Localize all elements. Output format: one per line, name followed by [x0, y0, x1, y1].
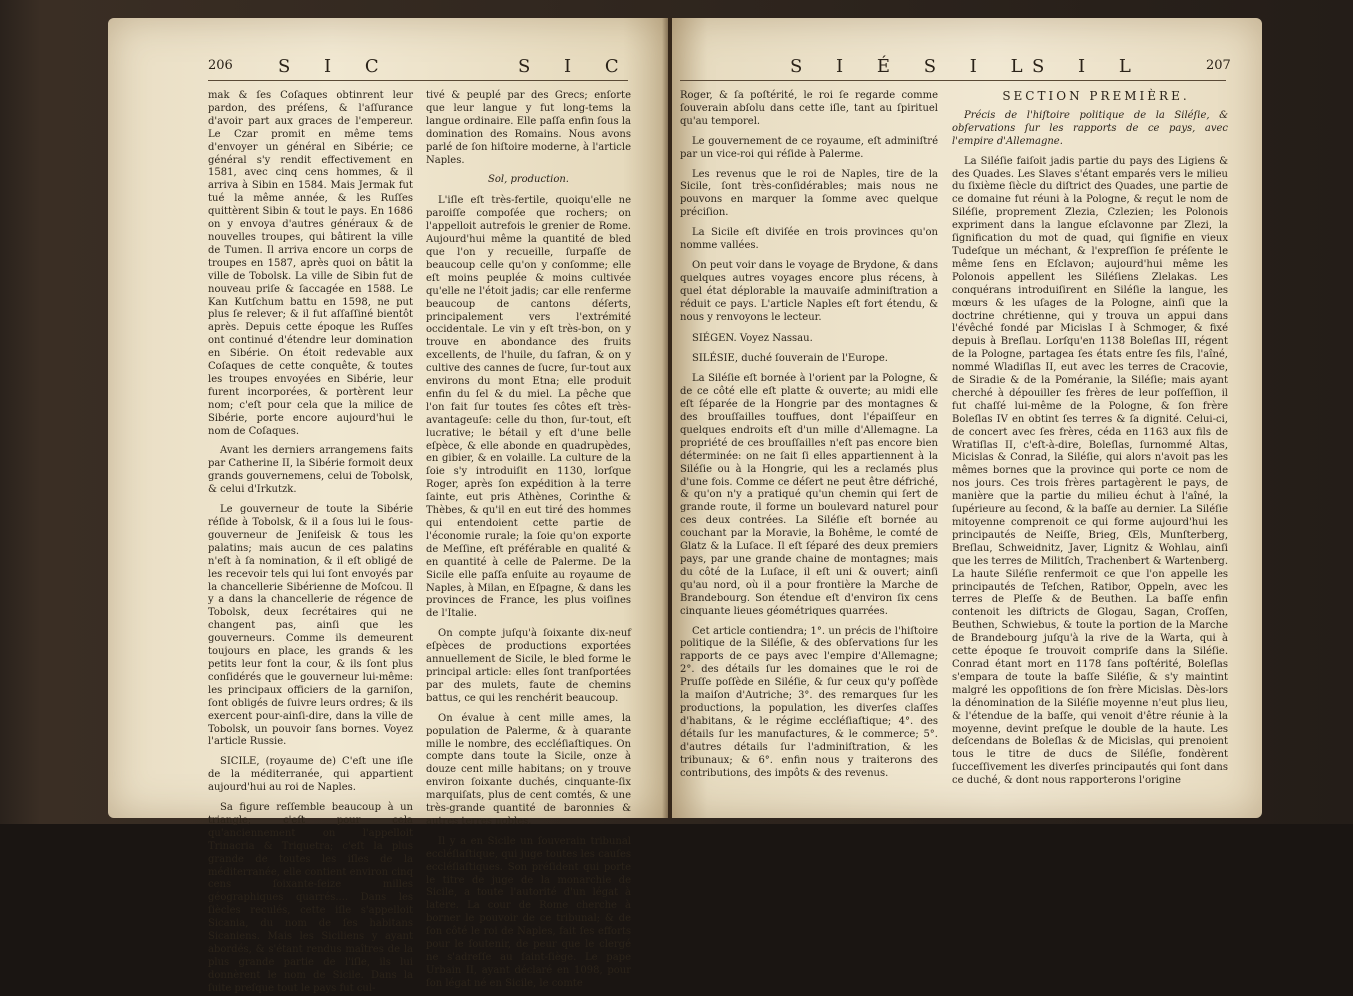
left-header-left: S I C	[278, 56, 393, 77]
header-rule	[680, 80, 1226, 81]
paragraph: On compte juſqu'à ſoixante dix-neuf eſpèces de productions exportées annuellement de Sicile, le bled forme le principal article: elles ſont tranſportées par des mulets, faute de chemins battus, ce qui les renchérit beaucoup.	[426, 628, 631, 704]
left-column-1	[208, 90, 413, 994]
paragraph: Roger, & ſa poſtérité, le roi ſe regarde comme ſouverain abſolu dans cette iſle, tant au ſpirituel qu'au temporel.	[680, 90, 938, 127]
paragraph: L'iſle eſt très-fertile, quoiqu'elle ne paroiſſe compoſée que rochers; on l'appelloit autrefois le grenier de Rome. Aujourd'hui même la quantité de bled que l'on y recueille, ſurpaſſe de beaucoup celle qu'on y conſomme; elle eſt moins peuplée & moins cultivée qu'elle ne l'étoit jadis; car elle renferme beaucoup de cantons déſerts, principalement vers l'extrémité occidentale. Le vin y eſt très-bon, on y trouve en abondance des fruits excellents, de l'huile, du ſafran, & on y cultive des cannes de ſucre, ſur-tout aux environs du mont Etna; elle produit enfin du ſel & du miel. La pêche que l'on fait ſur toutes ſes côtes eſt très-avantageuſe: celle du thon, ſur-tout, eſt lucrative; le bétail y eſt d'une belle eſpèce, & elle abonde en quadrupèdes, en gibier, & en volaille. La culture de la ſoie s'y introduiſit en 1130, lorſque Roger, après ſon expédition à la terre ſainte, eut pris Athènes, Corinthe & Thèbes, & qu'il en eut tiré des hommes qui entendoient cette partie de l'économie rurale; la ſoie qu'on exporte de Meſſine, eſt préférable en qualité & en quantité à celle de Palerme. De la Sicile elle paſſa enſuite au royaume de Naples, à Milan, en Eſpagne, & dans les provinces de France, les plus voiſines de l'Italie.	[426, 195, 631, 620]
header-rule	[208, 80, 628, 81]
paragraph: mak & ſes Coſaques obtinrent leur pardon, des préſens, & l'aſſurance d'avoir part aux graces de l'empereur. Le Czar promit en même tems d'envoyer un général en Sibérie; ce général s'y rendit effectivement en 1581, avec cinq cens hommes, & il arriva à Sibin en 1584. Mais Jermak fut tué la même année, & les Ruſſes quittèrent Sibin & tout le pays. En 1686 on y envoya d'autres généraux & de nouvelles troupes, qui bâtirent la ville de Tumen. Il arriva encore un corps de troupes en 1587, après quoi on bâtit la ville de Tobolsk. La ville de Sibin fut de nouveau priſe & ſaccagée en 1588. Le Kan Kutſchum battu en 1598, ne put plus ſe relever; & il fut aſſaſſiné bientôt après. Depuis cette époque les Ruſſes ont continué d'étendre leur domination en Sibérie. On étoit redevable aux Coſaques de cette conquête, & toutes les troupes envoyées en Sibérie, leur furent incorporées, & portèrent leur nom; c'eſt pour cela que la milice de Sibérie, porte encore aujourd'hui le nom de Coſaques.	[208, 90, 413, 437]
paragraph: On évalue à cent mille ames, la population de Palerme, & à quarante mille le nombre, des eccléſiaſtiques. On compte dans toute la Sicile, onze à douze cent mille habitans; on y trouve environ ſoixante duchés, cinquante-ſix marquiſats, plus de cent comtés, & une très-grande quantité de baronnies & autres terres nobles.	[426, 712, 631, 827]
subheading: Sol, production.	[488, 174, 569, 186]
paragraph: Le gouvernement de ce royaume, eſt adminiſtré par un vice-roi qui réſide à Palerme.	[680, 135, 938, 160]
right-column-2	[952, 90, 1228, 815]
left-column-2	[426, 90, 631, 989]
paragraph: Les revenus que le roi de Naples, tire de la Sicile, ſont très-conſidérables; mais nous ne pouvons en marquer la ſomme avec quelque préciſion.	[680, 168, 938, 219]
entry-silesie: SILÉSIE, duché ſouverain de l'Europe.	[692, 353, 888, 365]
paragraph: La Siléſie faiſoit jadis partie du pays des Ligiens & des Quades. Les Slaves s'étant emparés vers le milieu du ſixième ſiècle du diſtrict des Quades, une partie de ce domaine fut réuni à la Pologne, & reçut le nom de Siléſie, proprement Zlezia, Czlezien; les Polonois expriment dans la langue eſclavonne par Zlezi, la ſignification du mot de quad, qui ſignifie en vieux Tudeſque un méchant, & l'expreſſion ſe préſente le même ſens en Eſclavon; aujourd'hui même les Polonois appellent les Siléſiens Zlelakas. Les conquérans introduiſirent en Siléſie la langue, les mœurs & les uſages de la Pologne, ainſi que la doctrine chrétienne, qui y trouva un appui dans l'évêché fondé par Micislas I à Schmoger, & fixé depuis à Breſlau. Lorſqu'en 1138 Boleſlas III, régent de la Pologne, partagea ſes états entre ſes fils, l'aîné, nommé Wladiſlas II, eut avec les terres de Cracovie, de Siradie & de la Poméranie, la Siléſie; mais ayant cherché à dépouiller ſes frères de leur poſſeſſion, il fut chaſſé lui-même de la Pologne, & ſon frère Boleſlas IV en obtint ſes terres & ſa dignité. Celui-ci, de concert avec ſes frères, céda en 1163 aux fils de Wratiſlas II, c'eſt-à-dire, Boleſlas, ſurnommé Altas, Micislas & Conrad, la Siléſie, qui alors n'avoit pas les mêmes bornes que la province qui porte ce nom de nos jours. Ces trois frères partagèrent le pays, de manière que la partie du milieu échut à l'aîné, la ſupérieure au ſecond, & la baſſe au dernier. La Siléſie mitoyenne comprenoit ce qui forme aujourd'hui les principautés de Neiſſe, Brieg, Œls, Munſterberg, Breſlau, Schweidnitz, Javer, Lignitz & Wohlau, ainſi que les terres de Militſch, Trachenbert & Wartenberg. La haute Siléſie renfermoit ce que l'on appelle les principautés de Teſchen, Ratibor, Oppeln, avec les terres de Pleſſe & de Beuthen. La baſſe enfin contenoit les diſtricts de Glogau, Sagan, Croſſen, Beuthen, Schwiebus, & toute la portion de la Marche de Brandebourg juſqu'à la rive de la Warta, qui à cette époque ſe trouvoit compriſe dans la Siléſie. Conrad étant mort en 1178 ſans poſtérité, Boleſlas s'empara de toute la baſſe Siléſie, & s'y maintint malgré les oppoſitions de ſon frère Micislas. Dès-lors la dénomination de la Siléſie moyenne n'eut plus lieu, & l'étendue de la baſſe, qui venoit d'être réunie à la moyenne, devint preſque le double de la haute. Les deſcendans de Boleſlas & de Micislas, qui prenoient tous le titre de ducs de Siléſie, fondèrent ſucceſſivement les diverſes principautés qui ſont dans ce duché, & dont nous rapporterons l'origine	[952, 155, 1228, 787]
paragraph: Sa figure reſſemble beaucoup à un triangle; c'eſt pour cela qu'anciennement on l'appelloit Trinacria & Triquetra; c'eſt la plus grande de toutes les iſles de la méditerranée, elle contient environ cinq cens ſoixante-ſeize milles géographiques quarrés.... Dans les ſiècles reculés, cette iſle s'appelloit Sicania, du nom de ſes habitans Sicaniens. Mais les Siciliens y ayant abordés, & s'étant rendus maîtres de la plus grande partie de l'iſle, ils lui donnèrent le nom de Sicile. Dans la ſuite preſque tout le pays fut cul-	[208, 802, 413, 994]
left-header-right: S I C	[518, 56, 633, 77]
paragraph: Avant les derniers arrangemens faits par Catherine II, la Sibérie formoit deux grands gouvernemens, celui de Tobolsk, & celui d'Irkutzk.	[208, 445, 413, 496]
right-column-1	[680, 90, 938, 815]
paragraph: La Siléſie eſt bornée à l'orient par la Pologne, & de ce côté elle eſt platte & ouverte; au midi elle eſt ſéparée de la Hongrie par des montagnes & des brouſſailles touffues, dont l'épaiſſeur en quelques endroits eſt d'un mille d'Allemagne. La propriété de ces brouſſailles n'eſt pas encore bien déterminée: on ne ſait ſi elles appartiennent à la Siléſie ou à la Hongrie, qui les a reclamés plus d'une fois. Comme ce déſert ne peut être défriché, & qu'on n'y a pratiqué qu'un chemin qui ſert de grande route, il forme un boulevard naturel pour ces deux contrées. La Siléſie eſt bornée au couchant par la Moravie, la Bohême, le comté de Glatz & la Luſace. Il eſt ſéparé des deux premiers pays, par une grande chaine de montagnes; mais du côté de la Luſace, il eſt uni & ouvert; ainſi qu'au nord, où il a pour frontière la Marche de Brandebourg. Son étendue eſt d'environ ſix cens cinquante lieues géométriques quarrées.	[680, 373, 938, 617]
paragraph: Le gouverneur de toute la Sibérie réſide à Tobolsk, & il a ſous lui le ſous-gouverneur de Jeniſeisk & tous les palatins; mais aucun de ces palatins n'eſt à ſa nomination, & il eſt obligé de les recevoir tels qui lui ſont envoyés par la chancellerie Sibérienne de Moſcou. Il y a dans la chancellerie de régence de Tobolsk, deux ſecrétaires qui ne changent pas, ainſi que les gouverneurs. Comme ils demeurent toujours en place, les grands & les petits leur font la cour, & ils ſont plus conſidérés que le gouverneur lui-même: les principaux officiers de la garniſon, ſont obligés de ſuivre leurs ordres; & ils exercent pour-ainſi-dire, dans la ville de Tobolsk, un pouvoir ſans bornes. Voyez l'article Russie.	[208, 504, 413, 748]
right-page-number: 207	[1206, 58, 1231, 73]
section-summary: Précis de l'hiſtoire politique de la Siléſie, & obſervations ſur les rapports de ce pays, avec l'empire d'Allemagne.	[952, 109, 1228, 147]
entry-sicile: SICILE, (royaume de) C'eſt une iſle de la méditerranée, qui appartient aujourd'hui au roi de Naples.	[208, 756, 413, 794]
entry-siegen: SIÉGEN. Voyez Nassau.	[692, 332, 813, 344]
left-page-number: 206	[208, 58, 233, 73]
right-header-right: S I L	[1032, 56, 1145, 77]
paragraph: Cet article contiendra; 1°. un précis de l'hiſtoire politique de la Siléſie, & des obſervations ſur les rapports de ce pays avec l'empire d'Allemagne; 2°. des détails ſur les domaines que le roi de Pruſſe poſſède en Siléſie, & ſur ceux qu'y poſſède la maiſon d'Autriche; 3°. des remarques ſur les productions, la population, les diverſes claſſes d'habitans, & le régime eccléſiaſtique; 4°. des détails ſur les manufactures, & le commerce; 5°. d'autres détails ſur l'adminiſtration, & les tribunaux; & 6°. enfin nous y traiterons des contributions, des impôts & des revenus.	[680, 625, 938, 779]
right-page	[672, 18, 1262, 818]
left-page	[108, 18, 668, 994]
paragraph: Il y a en Sicile un ſouverain tribunal eccléſiaſtique, qui juge toutes les cauſes eccléſiaſtiques. Son préſident qui porte le titre de juge de la monarchie de Sicile, a toute l'autorité d'un légat à latere. La cour de Rome cherche à borner le pouvoir de ce tribunal; & de ſon côté le roi de Naples, fait ſes efforts pour le ſoutenir, de peur que le clergé ne s'adreſſe au ſaint-ſiège. Le pape Urbain II, ayant déclaré en 1098, pour ſon légat né en Sicile, le comte	[426, 835, 631, 989]
paragraph: tivé & peuplé par des Grecs; enſorte que leur langue y fut long-tems la langue ordinaire. Elle paſſa enfin ſous la domination des Romains. Nous avons parlé de ſon hiſtoire moderne, à l'article Naples.	[426, 90, 631, 166]
section-title: SECTION PREMIÈRE.	[1002, 89, 1190, 103]
paragraph: On peut voir dans le voyage de Brydone, & dans quelques autres voyages encore plus récens, à quel état déplorable la mauvaiſe adminiſtration a réduit ce pays. L'article Naples eſt fort étendu, & nous y renvoyons le lecteur.	[680, 259, 938, 323]
paragraph: La Sicile eſt diviſée en trois provinces qu'on nomme vallées.	[680, 227, 938, 252]
right-header-left: S I É S I L	[790, 56, 1037, 77]
